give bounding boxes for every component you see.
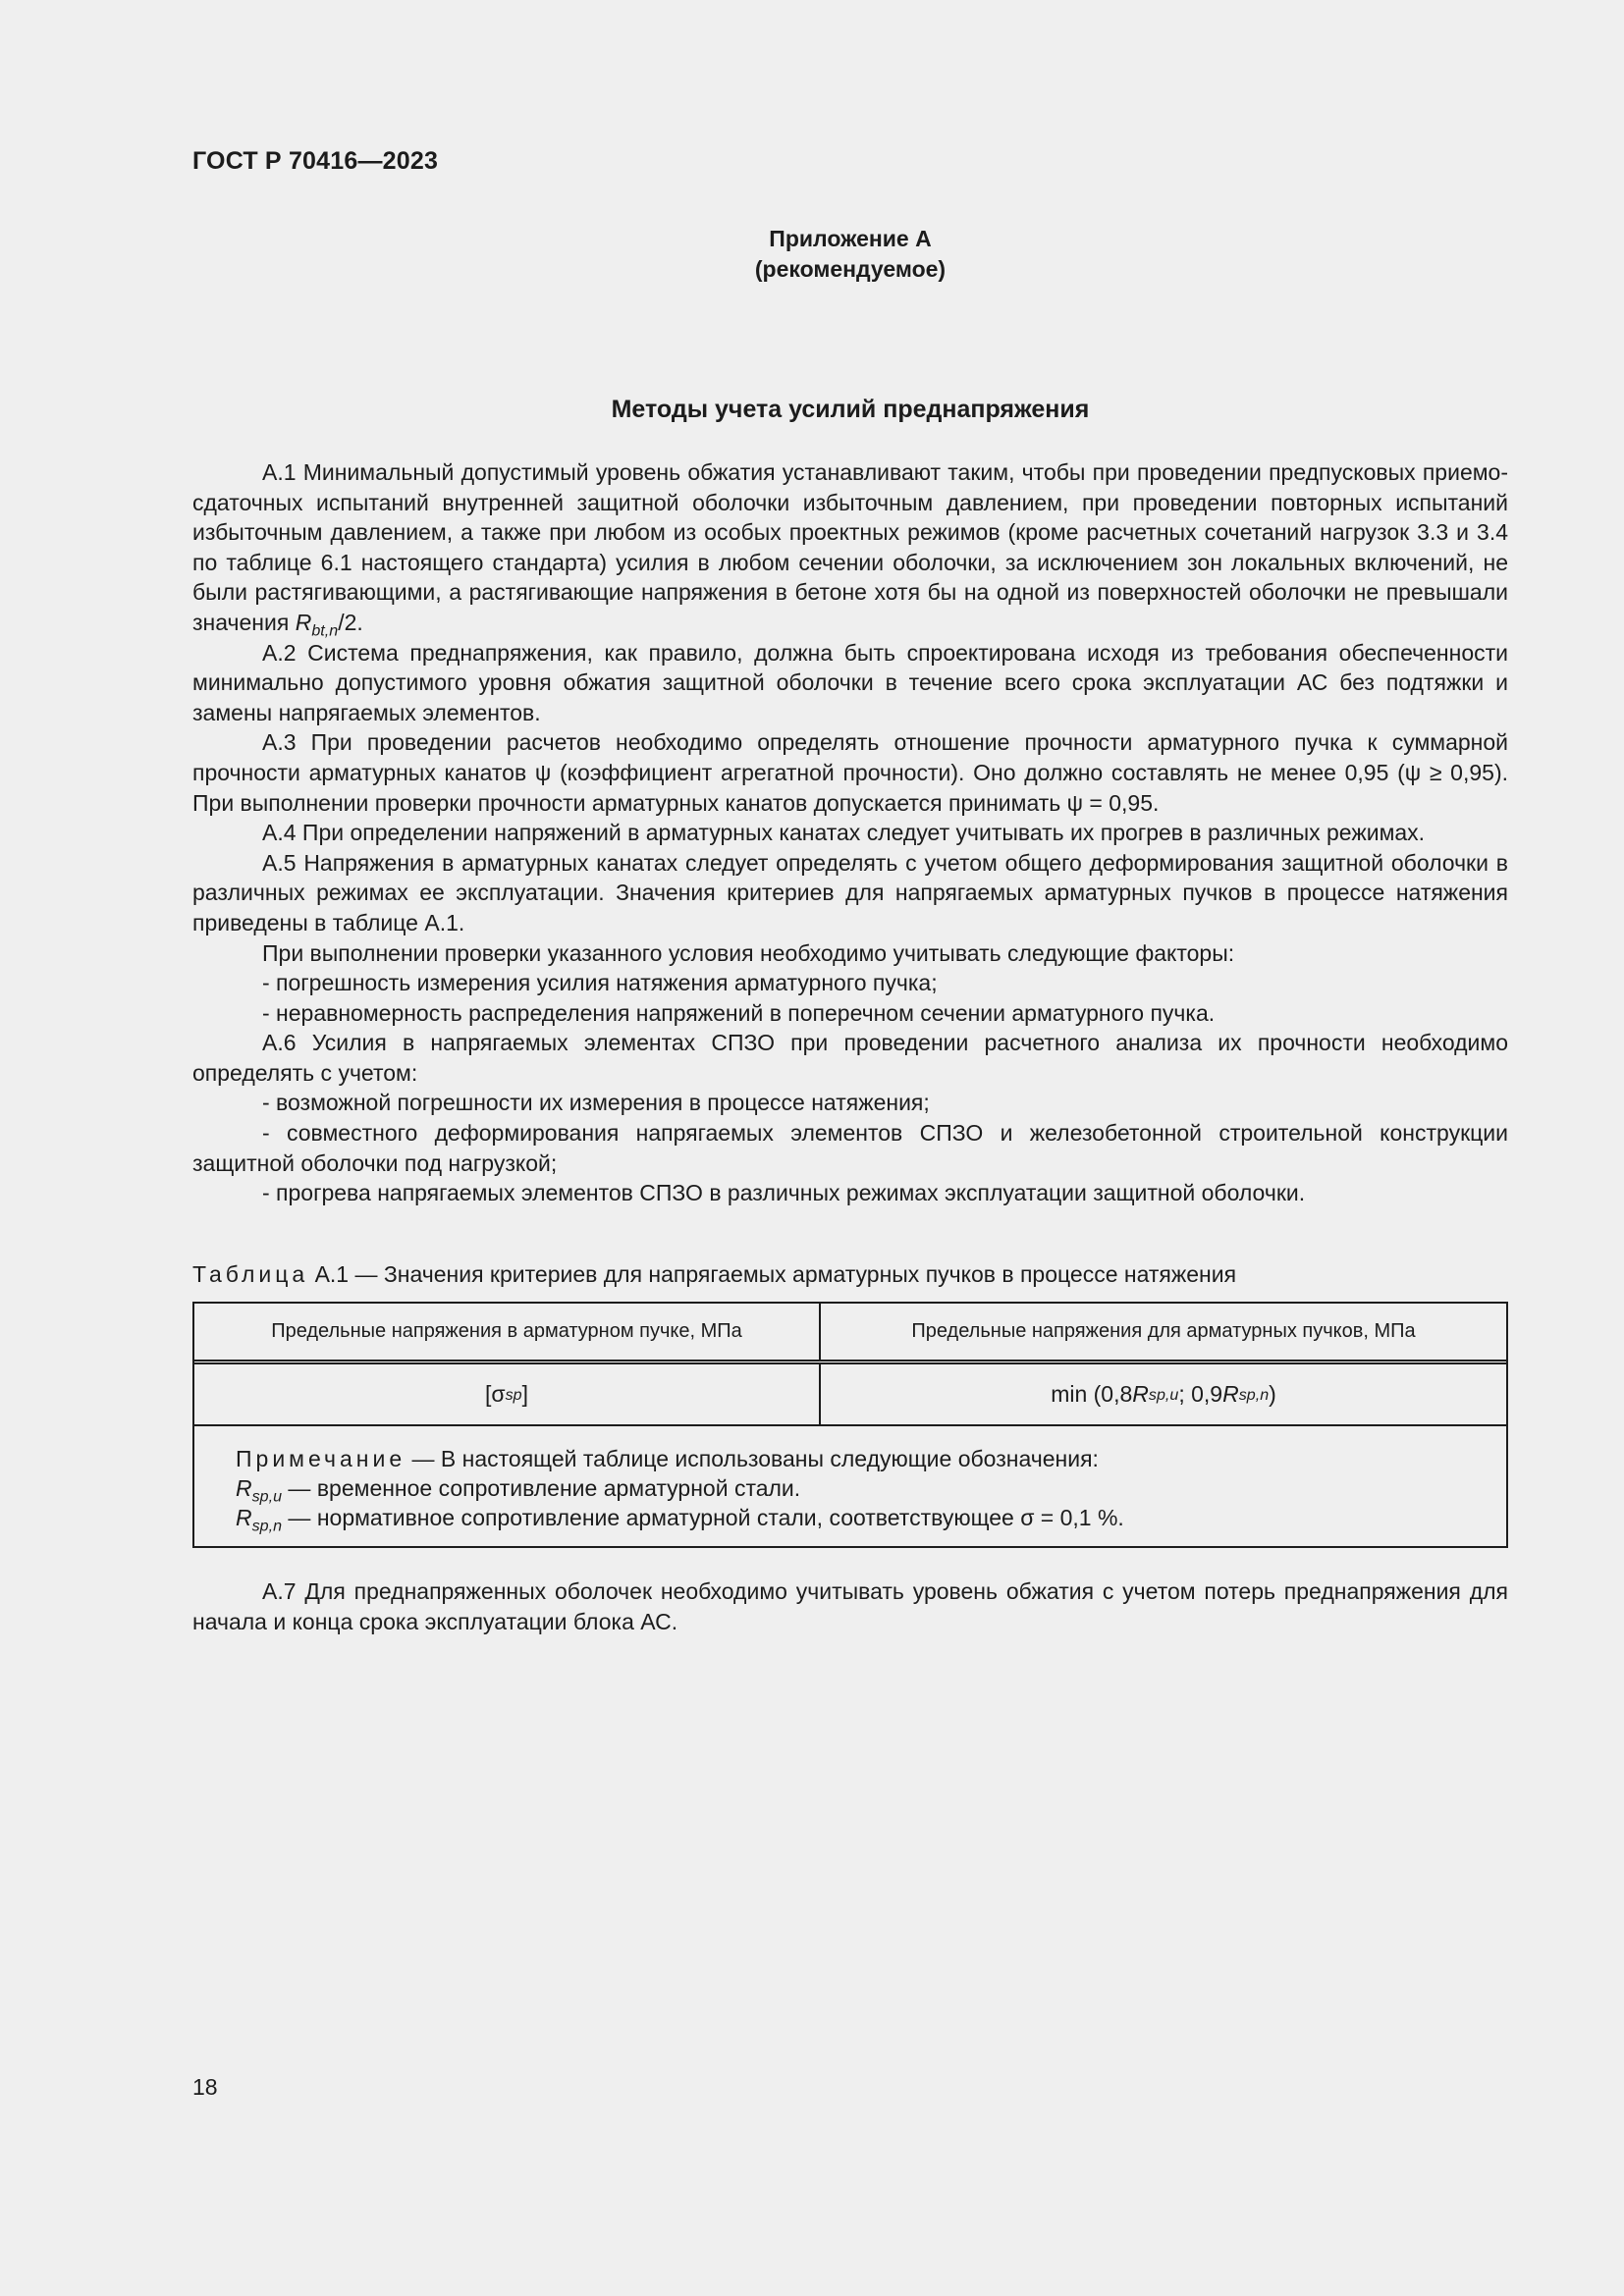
note-symbol: R: [236, 1505, 252, 1530]
table-note: [194, 1426, 1506, 1546]
table-cell-min-formula: min (0,8 R sp,u ; 0,9 R sp,n ): [1051, 1381, 1276, 1407]
formula-symbol: R: [1222, 1381, 1239, 1407]
note-intro: — В настоящей таблице использованы следующие обозначения:: [406, 1446, 1099, 1471]
table-header-cell: Предельные напряжения в арматурном пучке, МПа: [194, 1304, 821, 1360]
body-text: [192, 457, 1508, 1208]
document-code-header: ГОСТ Р 70416—2023: [192, 147, 439, 175]
body-text-after-table: [192, 1576, 1508, 1636]
note-subscript: sp,u: [251, 1487, 283, 1506]
paragraph-a1: [192, 457, 1508, 638]
paragraph-a7: А.7 Для преднапряженных оболочек необходимо учитывать уровень обжатия с учетом потерь преднапряжения для начала и конца срока эксплуатации блока АС.: [192, 1578, 1508, 1634]
paragraph-a5: А.5 Напряжения в арматурных канатах следует определять с учетом общего деформирования защитной оболочки в различных режимах ее эксплуатации. Значения критериев для напрягаемых арматурных пучков в процессе натяжения приведены в таблице А.1.: [192, 849, 1508, 935]
list-item: - неравномерность распределения напряжений в поперечном сечении арматурного пучка.: [262, 999, 1216, 1026]
appendix-type: (рекомендуемое): [754, 256, 947, 282]
table-header-row: [194, 1304, 1506, 1364]
formula-close: ): [1269, 1381, 1276, 1407]
note-subscript: sp,n: [251, 1517, 283, 1535]
table-caption-text: А.1 — Значения критериев для напрягаемых арматурных пучков в процессе натяжения: [314, 1261, 1237, 1287]
note-line-2: [236, 1503, 1506, 1535]
paragraph-a6: А.6 Усилия в напрягаемых элементах СПЗО при проведении расчетного анализа их прочности необходимо определять с учетом:: [192, 1030, 1508, 1086]
note-text: — временное сопротивление арматурной стали.: [282, 1475, 801, 1501]
paragraph-a3: А.3 При проведении расчетов необходимо определять отношение прочности арматурного пучка к суммарной прочности арматурных канатов ψ (коэффициент агрегатной прочности). Оно должно составлять не менее 0,95 (ψ ≥ 0,95). При выполнении проверки прочности арматурных канатов допускается принимать ψ = 0,95.: [192, 729, 1508, 816]
paragraph-a1-tail: /2.: [338, 609, 363, 635]
table-row: [194, 1364, 1506, 1426]
table-header-cell: Предельные напряжения для арматурных пучков, МПа: [911, 1320, 1416, 1342]
formula-prefix: min (0,8: [1051, 1381, 1133, 1407]
page-number: 18: [192, 2074, 218, 2100]
note-line-1: [236, 1473, 1506, 1506]
cell-close: ]: [521, 1381, 528, 1407]
paragraph-a1-subscript: bt,n: [311, 621, 339, 640]
formula-symbol: R: [1132, 1381, 1149, 1407]
appendix-heading: [192, 224, 1508, 285]
note-text: — нормативное сопротивление арматурной стали, соответствующее σ = 0,1 %.: [282, 1505, 1124, 1530]
appendix-title: Приложение А: [769, 226, 932, 251]
table-caption-label: Таблица: [192, 1261, 309, 1287]
section-title: Методы учета усилий преднапряжения: [611, 396, 1090, 423]
table-cell-stress-limit: [σ sp ]: [194, 1364, 821, 1424]
formula-mid: ; 0,9: [1178, 1381, 1223, 1407]
list-item: - совместного деформирования напрягаемых элементов СПЗО и железобетонной строительной конструкции защитной оболочки под нагрузкой;: [192, 1120, 1508, 1176]
note-symbol: R: [236, 1475, 252, 1501]
paragraph-a5-intro: При выполнении проверки указанного условия необходимо учитывать следующие факторы:: [262, 939, 1235, 966]
list-item: - возможной погрешности их измерения в процессе натяжения;: [262, 1090, 930, 1116]
paragraph-a1-symbol: R: [295, 609, 312, 635]
list-item: - прогрева напрягаемых элементов СПЗО в различных режимах эксплуатации защитной оболочки.: [262, 1180, 1306, 1206]
cell-open: [σ: [485, 1381, 506, 1407]
note-intro-line: [236, 1444, 1506, 1473]
table-caption: [192, 1261, 1236, 1288]
criteria-table: [192, 1302, 1508, 1548]
list-item: - погрешность измерения усилия натяжения арматурного пучка;: [262, 970, 938, 996]
note-label: Примечание: [236, 1446, 406, 1471]
paragraph-a1-text: А.1 Минимальный допустимый уровень обжатия устанавливают таким, чтобы при проведении предпусковых приемо-сдаточных испытаний внутренней защитной оболочки избыточным давлением, при проведении повторных испытаний избыточным давлением, а также при любом из особых проектных режимов (кроме расчетных сочетаний нагрузок 3.3 и 3.4 по таблице 6.1 настоящего стандарта) усилия в любом сечении оболочки, за исключением зон локальных включений, не были растягивающими, а растягивающие напряжения в бетоне хотя бы на одной из поверхностей оболочки не превышали значения: [192, 459, 1508, 635]
paragraph-a2: А.2 Система преднапряжения, как правило, должна быть спроектирована исходя из требования обеспеченности минимально допустимого уровня обжатия защитной оболочки в течение всего срока эксплуатации АС без подтяжки и замены напрягаемых элементов.: [192, 639, 1508, 725]
paragraph-a4: А.4 При определении напряжений в арматурных канатах следует учитывать их прогрев в различных режимах.: [262, 820, 1426, 846]
